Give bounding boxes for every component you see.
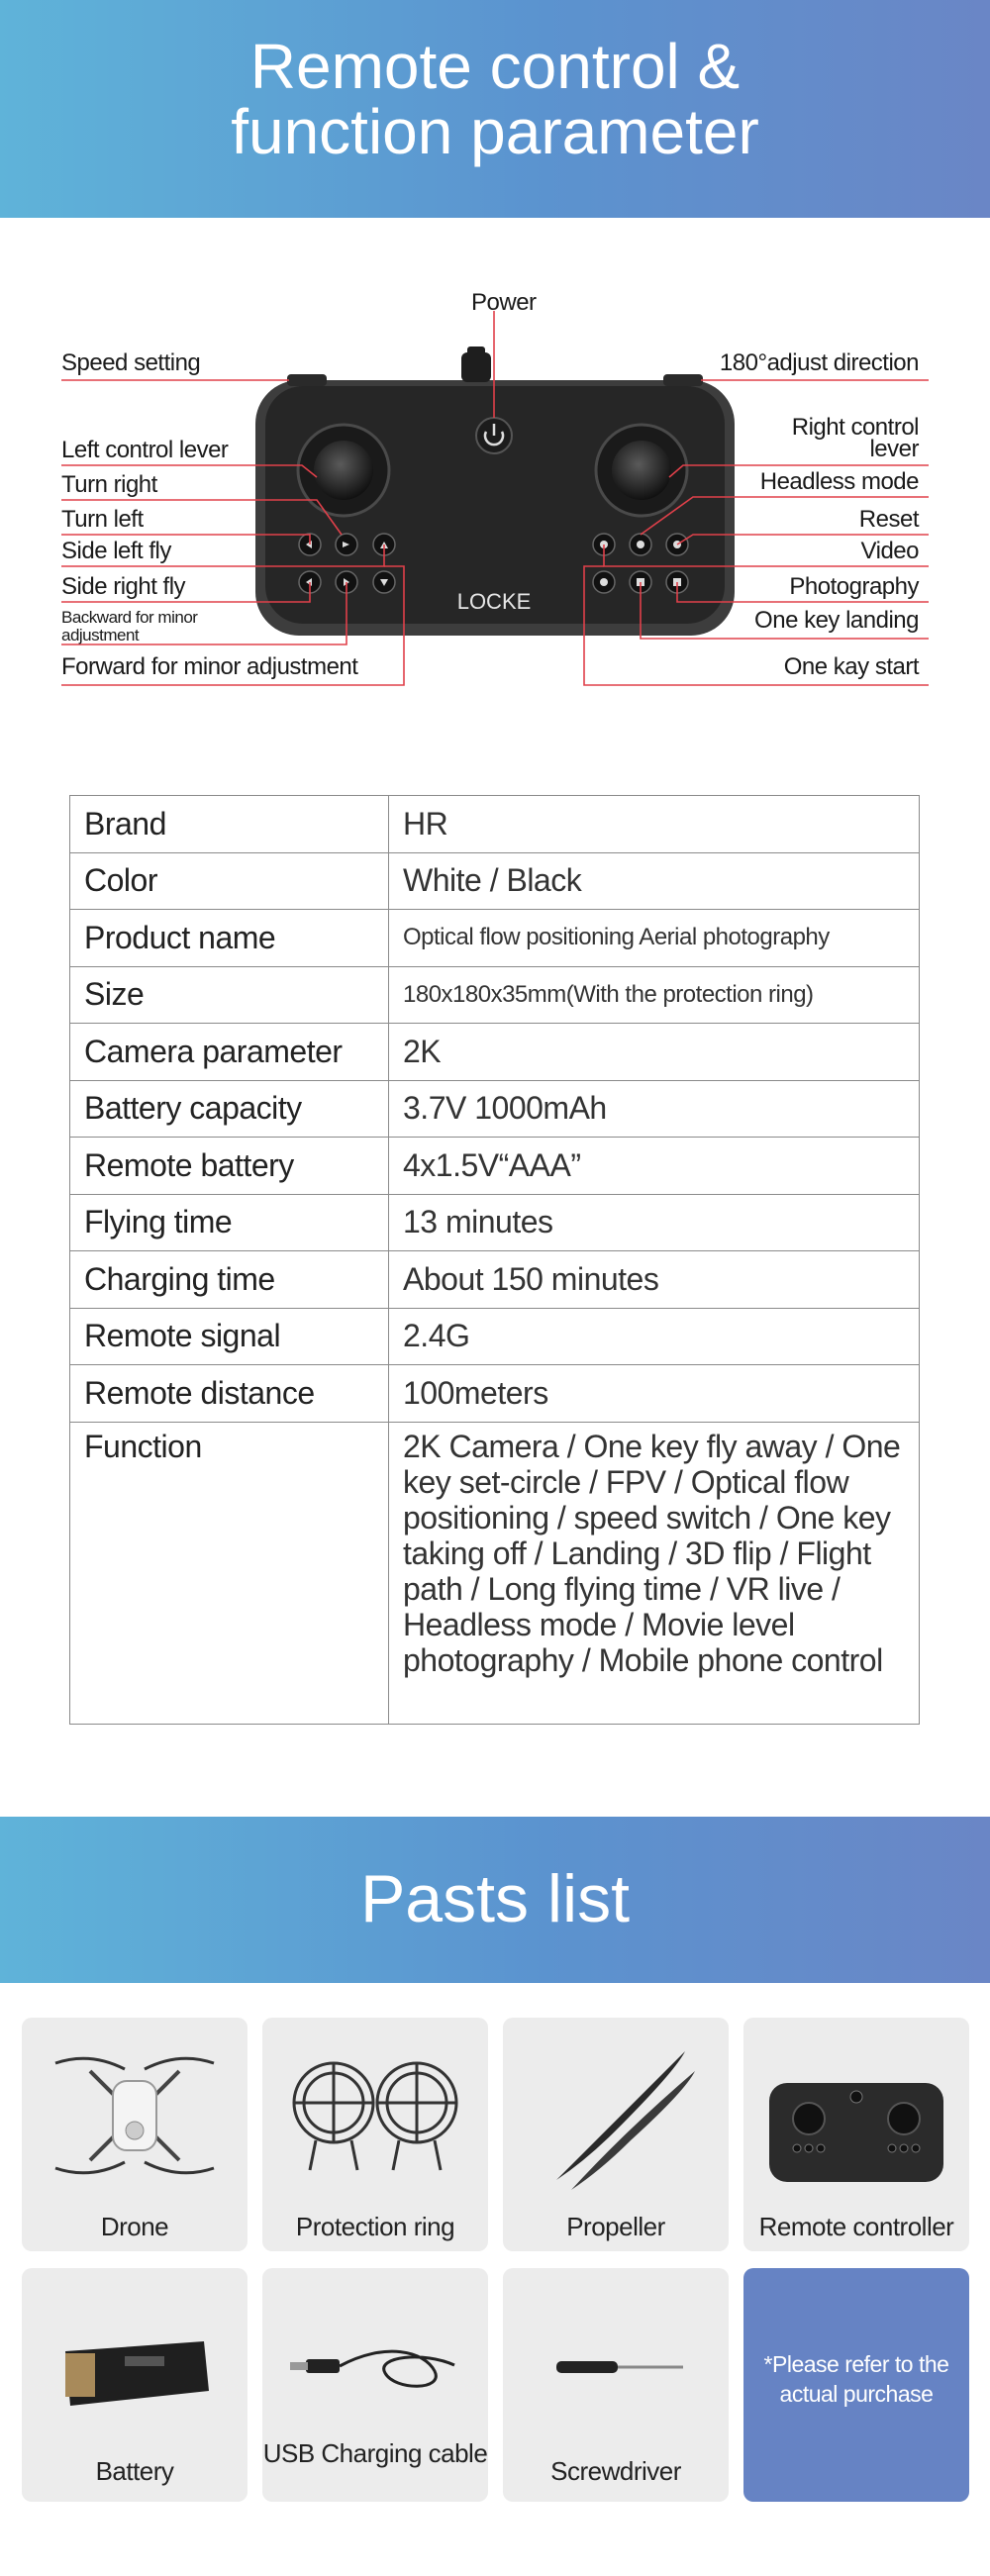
spec-key: Charging time xyxy=(70,1251,389,1309)
part-propeller xyxy=(503,2018,729,2251)
spec-value: White / Black xyxy=(389,852,920,910)
label-video: Video xyxy=(860,538,919,564)
spec-key: Battery capacity xyxy=(70,1080,389,1138)
label-one-key-landing: One key landing xyxy=(754,607,919,634)
table-row xyxy=(70,1308,920,1365)
parts-banner xyxy=(0,1817,990,1983)
spec-key: Color xyxy=(70,852,389,910)
label-reset: Reset xyxy=(858,506,919,533)
table-row xyxy=(70,1194,920,1251)
propeller-icon xyxy=(517,2031,715,2200)
part-label: Drone xyxy=(100,2212,169,2241)
page-title: Remote control & function parameter xyxy=(231,31,759,167)
spec-key: Product name xyxy=(70,910,389,967)
label-turn-left: Turn left xyxy=(61,506,144,533)
spec-value: 13 minutes xyxy=(389,1194,920,1251)
spec-key: Brand xyxy=(70,796,389,853)
screwdriver-icon xyxy=(517,2282,715,2450)
left-stick xyxy=(314,441,373,500)
label-side-right-fly: Side right fly xyxy=(61,573,186,600)
spec-value: 2K xyxy=(389,1024,920,1081)
part-battery xyxy=(22,2268,248,2502)
spec-key: Remote battery xyxy=(70,1138,389,1195)
part-screwdriver xyxy=(503,2268,729,2502)
part-label: Remote controller xyxy=(758,2212,954,2241)
part-protection-ring xyxy=(262,2018,488,2251)
table-row xyxy=(70,852,920,910)
parts-title: Pasts list xyxy=(359,1861,631,1936)
spec-value: 2.4G xyxy=(389,1308,920,1365)
label-forward-minor: Forward for minor adjustment xyxy=(61,653,358,680)
table-row xyxy=(70,1251,920,1309)
part-label: Battery xyxy=(95,2456,174,2486)
right-stick xyxy=(612,441,671,500)
brand-mark: LOCKE xyxy=(456,589,532,614)
spec-value: 180x180x35mm(With the protection ring) xyxy=(389,966,920,1024)
spec-key: Function xyxy=(70,1422,389,1724)
label-power: Power xyxy=(471,289,537,316)
header-banner xyxy=(0,0,990,218)
table-row xyxy=(70,1365,920,1423)
table-row xyxy=(70,910,920,967)
part-remote-controller xyxy=(743,2018,969,2251)
spec-key: Remote distance xyxy=(70,1365,389,1423)
table-row xyxy=(70,1080,920,1138)
label-speed-setting: Speed setting xyxy=(61,349,201,376)
spec-key: Camera parameter xyxy=(70,1024,389,1081)
spec-value: 2K Camera / One key fly away / One key set-circle / FPV / Optical flow positioning / speed switch / One key taking off / Landing / 3D flip / Flight path / Long flying time / VR live / Headless mode / Movie level photography / Mobile phone control xyxy=(389,1422,920,1724)
label-left-control-lever: Left control lever xyxy=(61,437,229,463)
part-label: Propeller xyxy=(566,2212,665,2241)
part-label: USB Charging cable xyxy=(262,2438,488,2468)
protection-ring-icon xyxy=(276,2031,474,2200)
table-row xyxy=(70,796,920,853)
table-row xyxy=(70,1138,920,1195)
label-one-key-start: One kay start xyxy=(783,653,919,680)
spec-key: Remote signal xyxy=(70,1308,389,1365)
spec-value: 4x1.5V“AAA” xyxy=(389,1138,920,1195)
table-row xyxy=(70,1422,920,1724)
spec-value: About 150 minutes xyxy=(389,1251,920,1309)
spec-value: Optical flow positioning Aerial photography xyxy=(389,910,920,967)
battery-icon xyxy=(36,2282,234,2450)
spec-value: 100meters xyxy=(389,1365,920,1423)
spec-table xyxy=(69,795,920,1725)
part-drone xyxy=(22,2018,248,2251)
label-turn-right: Turn right xyxy=(61,471,157,498)
purchase-note xyxy=(743,2268,969,2502)
spec-value: 3.7V 1000mAh xyxy=(389,1080,920,1138)
part-usb-cable xyxy=(262,2268,488,2502)
label-side-left-fly: Side left fly xyxy=(61,538,171,564)
label-backward-minor: Backward for minor adjustment xyxy=(61,608,198,644)
part-label: Screwdriver xyxy=(550,2456,681,2486)
table-row xyxy=(70,1024,920,1081)
label-photography: Photography xyxy=(789,573,919,600)
controller-diagram xyxy=(0,287,990,703)
spec-key: Flying time xyxy=(70,1194,389,1251)
label-headless-mode: Headless mode xyxy=(759,468,919,495)
usb-cable-icon xyxy=(276,2282,474,2450)
label-right-control-lever: Right control lever xyxy=(791,414,919,462)
spec-value: HR xyxy=(389,796,920,853)
remote-controller-icon xyxy=(757,2031,955,2200)
label-adjust-direction: 180°adjust direction xyxy=(719,349,919,376)
part-label: Protection ring xyxy=(295,2212,455,2241)
drone-icon xyxy=(36,2031,234,2200)
table-row xyxy=(70,966,920,1024)
note-text: *Please refer to the actual purchase xyxy=(763,2351,949,2407)
spec-key: Size xyxy=(70,966,389,1024)
